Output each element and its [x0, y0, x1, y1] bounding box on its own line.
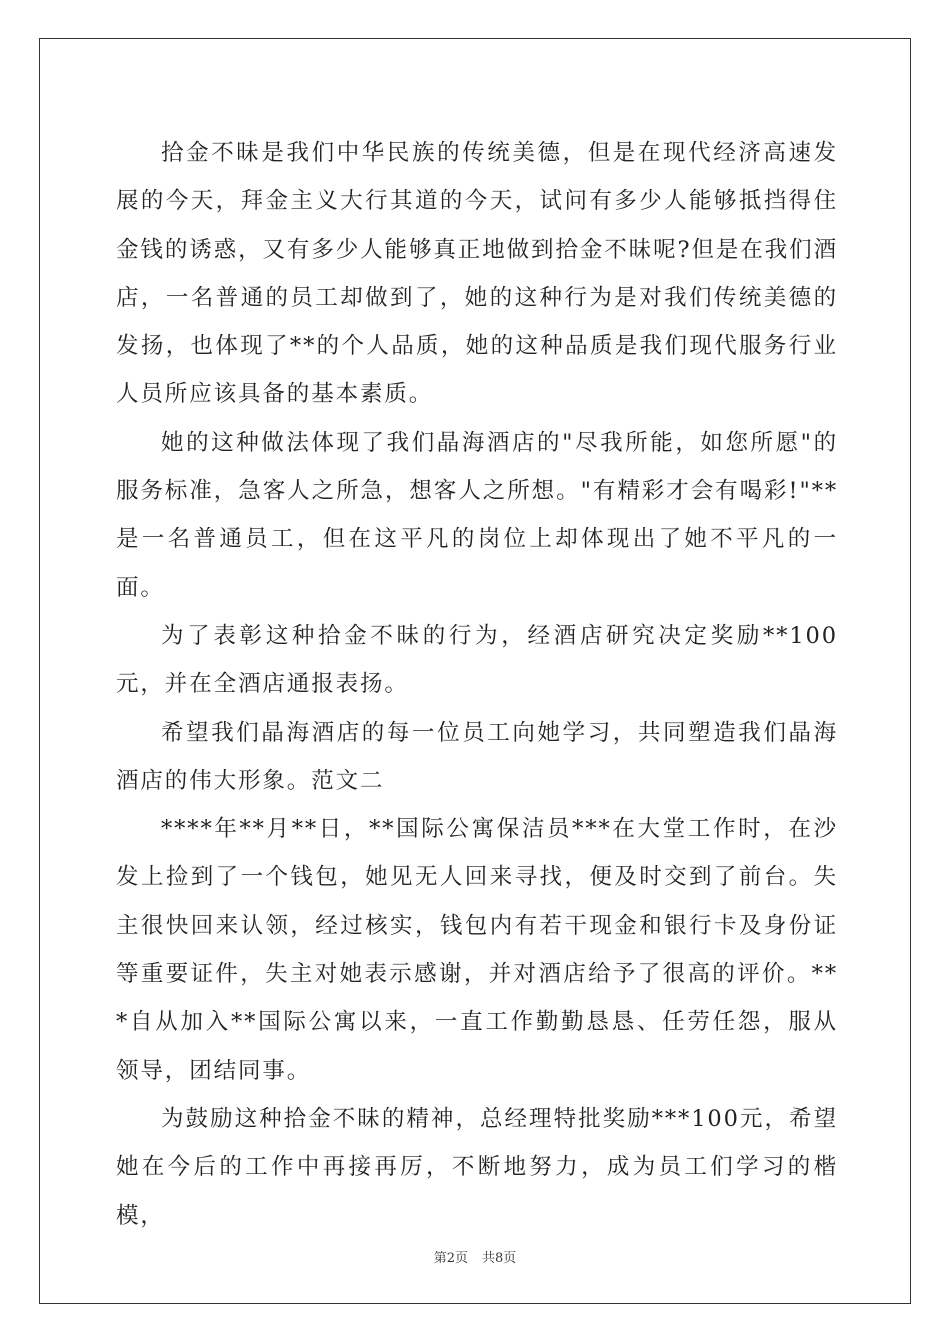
page-footer [0, 1247, 950, 1266]
paragraph: 希望我们晶海酒店的每一位员工向她学习，共同塑造我们晶海酒店的伟大形象。范文二 [116, 719, 838, 794]
document-body [116, 129, 838, 1240]
paragraph: 她的这种做法体现了我们晶海酒店的"尽我所能，如您所愿"的服务标准，急客人之所急，想客人之所想。"有精彩才会有喝彩!"**是一名普通员工，但在这平凡的岗位上却体现出了她不平凡的一面。 [116, 429, 838, 601]
paragraph: 为了表彰这种拾金不昧的行为，经酒店研究决定奖励**100元，并在全酒店通报表扬。 [116, 622, 838, 698]
paragraph: ****年**月**日，**国际公寓保洁员***在大堂工作时，在沙发上捡到了一个钱包，她见无人回来寻找，便及时交到了前台。失主很快回来认领，经过核实，钱包内有若干现金和银行卡及身份证等重要证件，失主对她表示感谢，并对酒店给予了很高的评价。***自从加入**国际公寓以来，一直工作勤勤恳恳、任劳任怨，服从领导，团结同事。 [116, 816, 838, 1084]
page-number: 第2页 [433, 1251, 468, 1266]
page-total: 共8页 [482, 1251, 517, 1266]
paragraph: 拾金不昧是我们中华民族的传统美德，但是在现代经济高速发展的今天，拜金主义大行其道的今天，试问有多少人能够抵挡得住金钱的诱惑，又有多少人能够真正地做到拾金不昧呢?但是在我们酒店，一名普通的员工却做到了，她的这种行为是对我们传统美德的发扬，也体现了**的个人品质，她的这种品质是我们现代服务行业人员所应该具备的基本素质。 [116, 140, 838, 408]
paragraph: 为鼓励这种拾金不昧的精神，总经理特批奖励***100元，希望她在今后的工作中再接再厉，不断地努力，成为员工们学习的楷模， [116, 1105, 838, 1229]
